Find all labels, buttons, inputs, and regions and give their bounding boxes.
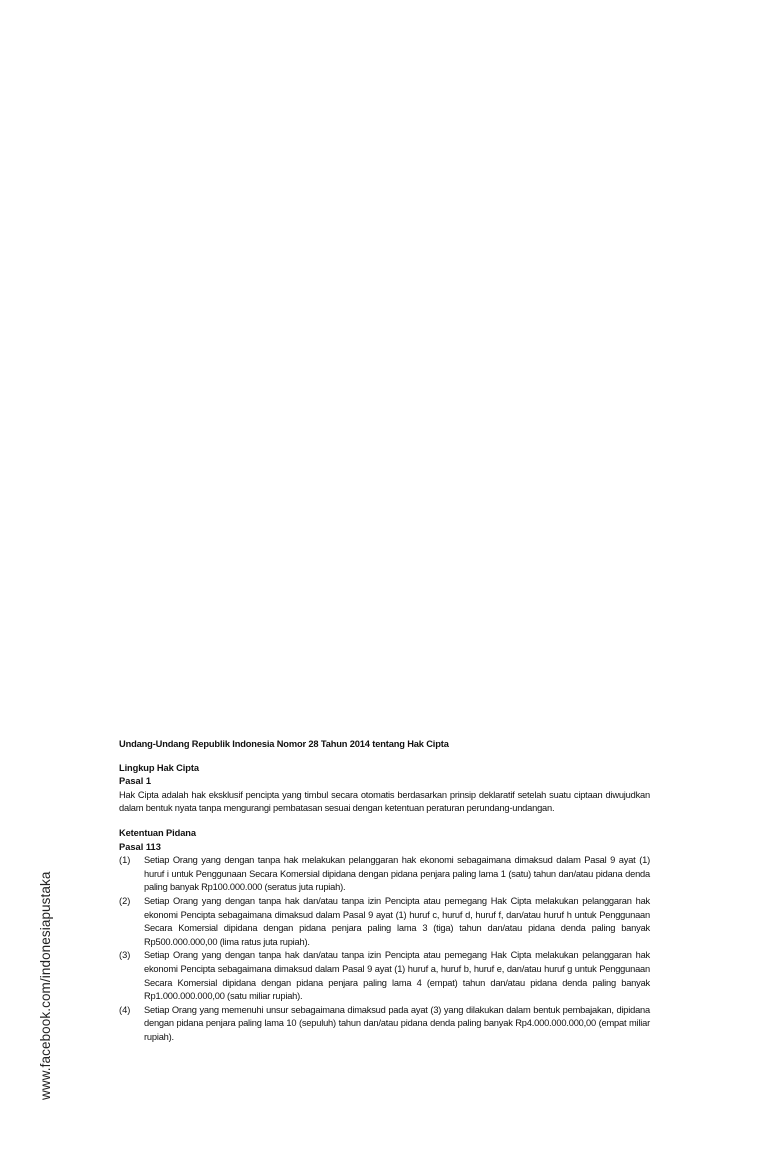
section-heading: Ketentuan Pidana (119, 827, 196, 838)
article-heading: Pasal 113 (119, 841, 161, 852)
sidebar-watermark-url: www.facebook.com/indonesiapustaka (38, 871, 53, 1100)
clause-text: Setiap Orang yang dengan tanpa hak melakukan pelanggaran hak ekonomi sebagaimana dimaksud dalam Pasal 9 ayat (1) huruf i untuk Penggunaan Secara Komersial dipidana dengan pidana penjara paling lama 1 (satu) tahun dan/atau pidana denda paling banyak Rp100.000.000 (seratus juta rupiah). (144, 855, 650, 893)
clause-item (119, 949, 650, 1003)
clause-number: (2) (119, 895, 131, 906)
article-heading: Pasal 1 (119, 776, 152, 787)
clause-text: Setiap Orang yang dengan tanpa hak dan/atau tanpa izin Pencipta atau pemegang Hak Cipta melakukan pelanggaran hak ekonomi Pencipta sebagaimana dimaksud dalam Pasal 9 ayat (1) huruf a, huruf b, huruf e, dan/atau huruf g untuk Penggunaan Secara Komersial dipidana dengan pidana penjara paling lama 4 (empat) tahun dan/atau pidana denda paling banyak Rp1.000.000.000,00 (satu miliar rupiah). (144, 950, 650, 1002)
document-title: Undang-Undang Republik Indonesia Nomor 28 Tahun 2014 tentang Hak Cipta (119, 739, 449, 749)
clause-item (119, 895, 650, 949)
section-ketentuan-pidana (119, 827, 650, 1045)
clause-number: (3) (119, 950, 131, 961)
clause-item (119, 1004, 650, 1045)
clause-text: Setiap Orang yang dengan tanpa hak dan/atau tanpa izin Pencipta atau pemegang Hak Cipta melakukan pelanggaran hak ekonomi Pencipta sebagaimana dimaksud dalam Pasal 9 ayat (1) huruf c, huruf d, huruf f, dan/atau huruf h untuk Penggunaan Secara Komersial dipidana dengan pidana penjara paling lama 3 (tiga) tahun dan/atau pidana denda paling banyak Rp500.000.000,00 (lima ratus juta rupiah). (144, 895, 650, 947)
clause-text: Setiap Orang yang memenuhi unsur sebagaimana dimaksud pada ayat (3) yang dilakukan dalam bentuk pembajakan, dipidana dengan pidana penjara paling lama 10 (sepuluh) tahun dan/atau pidana denda paling banyak Rp4.000.000.000,00 (empat miliar rupiah). (144, 1004, 650, 1042)
article-paragraph: Hak Cipta adalah hak eksklusif pencipta yang timbul secara otomatis berdasarkan prinsip deklaratif setelah suatu ciptaan diwujudkan dalam bentuk nyata tanpa mengurangi pembatasan sesuai dengan ketentuan peraturan perundang-undangan. (119, 789, 650, 814)
clause-item (119, 854, 650, 895)
copyright-notice (119, 738, 650, 1055)
section-heading: Lingkup Hak Cipta (119, 762, 199, 773)
clause-number: (4) (119, 1004, 131, 1015)
section-lingkup-hak-cipta (119, 762, 650, 816)
clause-number: (1) (119, 855, 131, 866)
